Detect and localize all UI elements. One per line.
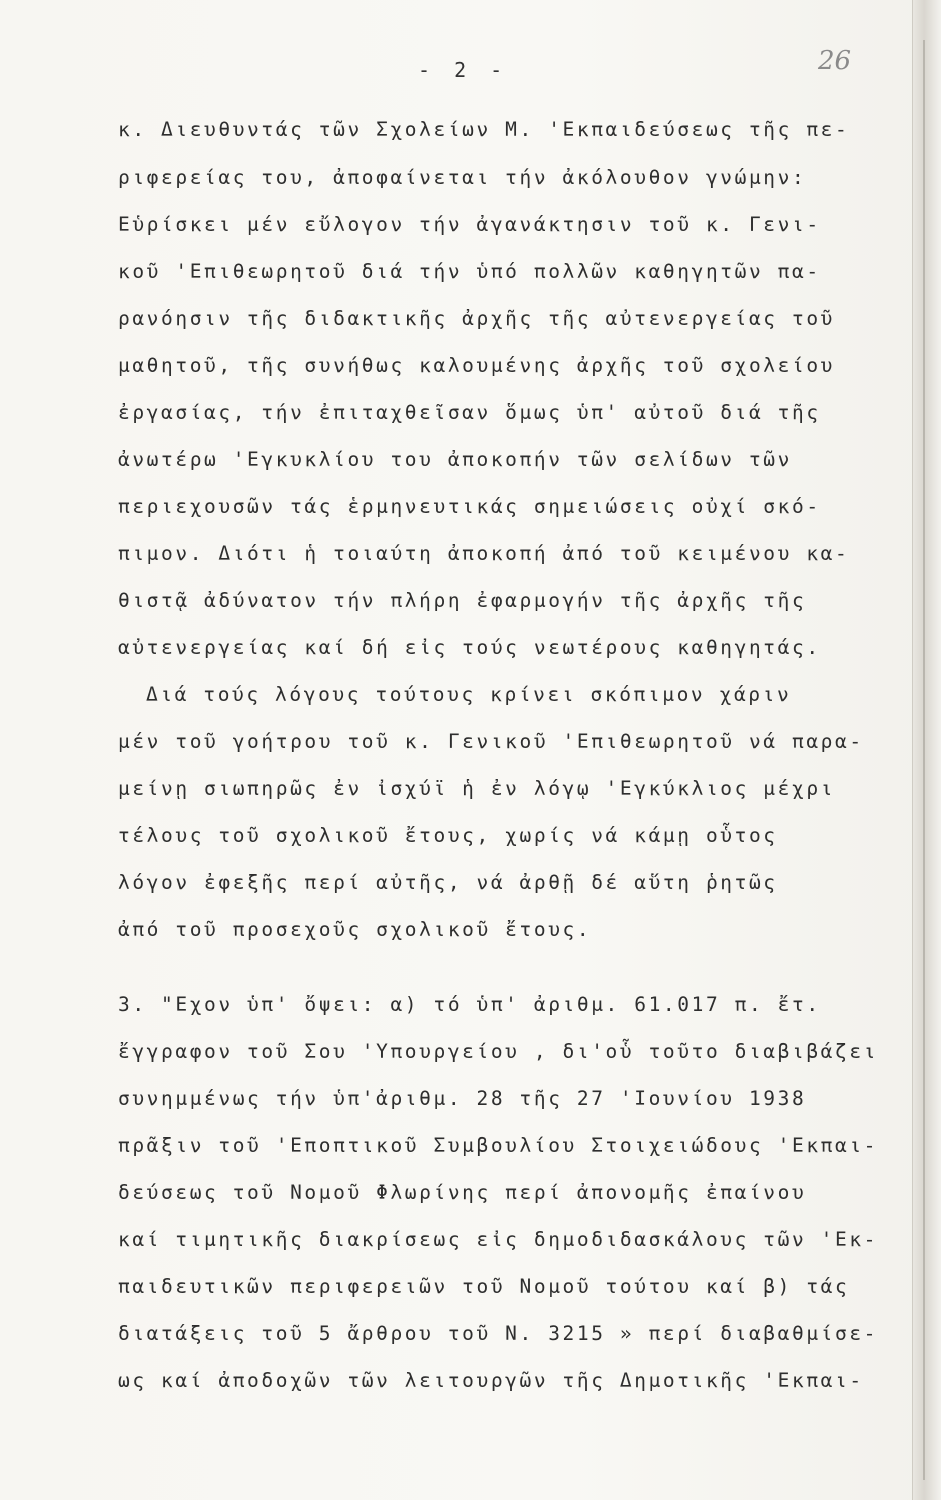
text-line: θιστᾷ ἀδύνατον τήν πλήρη ἐφαρμογήν τῆς ἀρχῆς τῆς [118,589,807,612]
page-binding-edge [912,0,941,1500]
text-line: ἀνωτέρω 'Εγκυκλίου του ἀποκοπήν τῶν σελίδων τῶν [118,448,792,471]
text-line: ἔγγραφον τοῦ Σου 'Υπουργείου , δι'οὗ τοῦτο διαβιβάζει [118,1040,879,1063]
text-line: κ. Διευθυντάς τῶν Σχολείων Μ. 'Εκπαιδεύσεως τῆς πε- [118,118,850,141]
page-number: - 2 - [418,58,509,82]
text-line: καί τιμητικῆς διακρίσεως εἰς δημοδιδασκάλους τῶν 'Εκ- [118,1228,879,1251]
text-line: περιεχουσῶν τάς ἑρμηνευτικάς σημειώσεις οὐχί σκό- [118,495,821,518]
text-line: πρᾶξιν τοῦ 'Εποπτικοῦ Συμβουλίου Στοιχειώδους 'Εκπαι- [118,1134,879,1157]
text-line: ως καί ἀποδοχῶν τῶν λειτουργῶν τῆς Δημοτικῆς 'Εκπαι- [118,1369,864,1392]
text-line: Εὑρίσκει μέν εὔλογον τήν ἀγανάκτησιν τοῦ κ. Γενι- [118,213,821,236]
text-line: ριφερείας του, ἀποφαίνεται τήν ἀκόλουθον γνώμην: [118,166,807,189]
handwritten-folio-number: 26 [818,46,852,76]
text-line: δεύσεως τοῦ Νομοῦ Φλωρίνης περί ἀπονομῆς ἐπαίνου [118,1181,807,1204]
text-line: ἀπό τοῦ προσεχοῦς σχολικοῦ ἔτους. [118,918,592,941]
text-line: συνημμένως τήν ὑπ'ἀριθμ. 28 τῆς 27 'Ιουνίου 1938 [118,1087,807,1110]
text-line: πιμον. Διότι ἡ τοιαύτη ἀποκοπή ἀπό τοῦ κειμένου κα- [118,542,850,565]
text-line: μέν τοῦ γοήτρου τοῦ κ. Γενικοῦ 'Επιθεωρητοῦ νά παρα- [118,730,864,753]
text-line: αὐτενεργείας καί δή εἰς τούς νεωτέρους καθηγητάς. [118,636,821,659]
text-line: ἐργασίας, τήν ἐπιταχθεῖσαν ὅμως ὑπ' αὐτοῦ διά τῆς [118,401,821,424]
text-line: ρανόησιν τῆς διδακτικῆς ἀρχῆς τῆς αὐτενεργείας τοῦ [118,307,835,330]
text-line: παιδευτικῶν περιφερειῶν τοῦ Νομοῦ τούτου καί β) τάς [118,1275,850,1298]
text-line: τέλους τοῦ σχολικοῦ ἔτους, χωρίς νά κάμῃ οὗτος [118,824,778,847]
text-line: λόγον ἐφεξῆς περί αὐτῆς, νά ἀρθῇ δέ αὕτη ῥητῶς [118,871,778,894]
text-line: μαθητοῦ, τῆς συνήθως καλουμένης ἀρχῆς τοῦ σχολείου [118,354,835,377]
text-line: διατάξεις τοῦ 5 ἄρθρου τοῦ Ν. 3215 » περί διαβαθμίσε- [118,1322,879,1345]
text-line: 3. "Εχον ὑπ' ὄψει: α) τό ὑπ' ἀριθμ. 61.017 π. ἔτ. [118,993,821,1016]
margin-rule [923,40,925,1480]
text-line: μείνῃ σιωπηρῶς ἐν ἰσχύϊ ἡ ἐν λόγῳ 'Εγκύκλιος μέχρι [118,777,835,800]
text-line: Διά τούς λόγους τούτους κρίνει σκόπιμον χάριν [146,683,792,706]
text-line: κοῦ 'Επιθεωρητοῦ διά τήν ὑπό πολλῶν καθηγητῶν πα- [118,260,821,283]
